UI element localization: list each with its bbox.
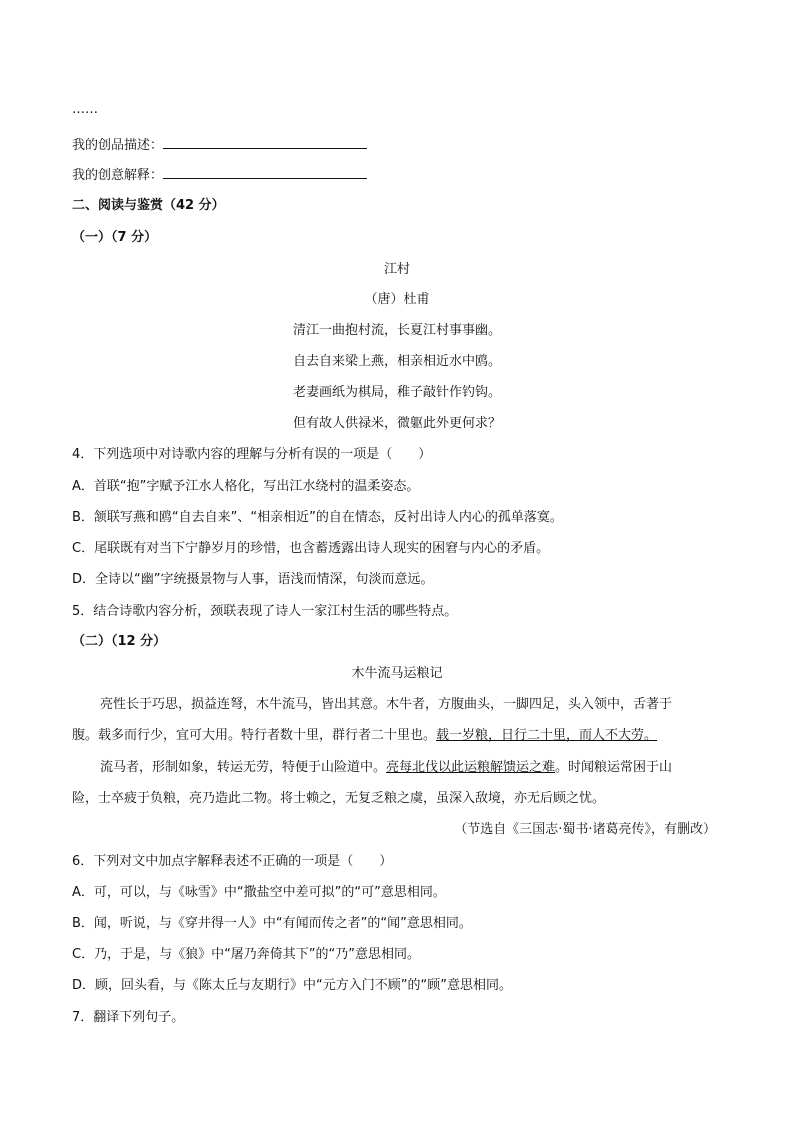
question-6-option-b: B．闻，听说，与《穿井得一人》中“有闻而传之者”的“闻”意思相同。: [72, 916, 472, 931]
part2-heading: （二）（12 分）: [72, 634, 167, 649]
prose-title: 木牛流马运粮记: [351, 666, 443, 681]
prose-underlined-sentence: 载一岁粮，日行二十里，而人不大劳。: [436, 728, 658, 743]
prose-plain-text: 腹。载多而行少，宜可大用。特行者数十里，群行者二十里也。: [72, 728, 437, 743]
question-6-stem: 6．下列对文中加点字解释表述不正确的一项是（ ）: [72, 854, 393, 869]
question-4-option-c: C．尾联既有对当下宁静岁月的珍惜，也含蓄透露出诗人现实的困窘与内心的矛盾。: [72, 541, 550, 556]
question-4-option-b: B．颔联写燕和鸥“自去自来”、“相亲相近”的自在情态，反衬出诗人内心的孤单落寞。: [72, 510, 563, 525]
poem-line: 清江一曲抱村流，长夏江村事事幽。: [292, 323, 501, 338]
creation-explanation-blank: [163, 164, 367, 179]
prose-plain-text: 流马者，形制如象，转运无劳，特便于山险道中。: [100, 760, 387, 775]
prose-plain-text: 。时闻粮运常困于山: [555, 760, 673, 775]
prose-paragraph-1-line-2: [72, 726, 657, 746]
prose-source: （节选自《三国志·蜀书·诸葛亮传》，有删改）: [454, 822, 716, 837]
prose-underlined-sentence: 亮每北伐以此运粮解馈运之难: [386, 760, 556, 775]
poem-author: （唐）杜甫: [364, 292, 430, 307]
question-4-option-a: A．首联“抱”字赋予江水人格化，写出江水绕村的温柔姿态。: [72, 479, 420, 494]
question-6-option-d: D．顾，回头看，与《陈太丘与友期行》中“元方入门不顾”的“顾”意思相同。: [72, 978, 512, 993]
question-5: 5．结合诗歌内容分析，颈联表现了诗人一家江村生活的哪些特点。: [72, 604, 458, 619]
question-6-option-a: A．可，可以，与《咏雪》中“撒盐空中差可拟”的“可”意思相同。: [72, 885, 446, 900]
ellipsis-text: ……: [72, 102, 98, 117]
poem-line: 老妻画纸为棋局，稚子敲针作钓钩。: [292, 385, 501, 400]
creation-description-blank: [163, 134, 367, 149]
prose-paragraph-1-line-1: 亮性长于巧思，损益连弩，木牛流马，皆出其意。木牛者，方腹曲头，一脚四足，头入领中，舌著于: [100, 697, 673, 712]
question-6-option-c: C．乃，于是，与《狼》中“屠乃奔倚其下”的“乃”意思相同。: [72, 947, 421, 962]
part1-heading: （一）（7 分）: [72, 230, 158, 245]
creation-explanation-line: [72, 164, 367, 186]
prose-paragraph-2-line-1: [100, 758, 672, 778]
question-4-stem: 4．下列选项中对诗歌内容的理解与分析有误的一项是（ ）: [72, 447, 432, 462]
poem-title: 江村: [383, 262, 410, 277]
creation-explanation-label: 我的创意解释：: [72, 168, 164, 183]
question-7: 7．翻译下列句子。: [72, 1010, 185, 1025]
prose-paragraph-2-line-2: 险，士卒疲于负粮，亮乃造此二物。将士赖之，无复乏粮之虞，虽深入敌境，亦无后顾之忧。: [72, 791, 606, 806]
creation-description-label: 我的创品描述：: [72, 138, 164, 153]
poem-line: 自去自来梁上燕，相亲相近水中鸥。: [292, 354, 501, 369]
question-4-option-d: D．全诗以“幽”字统摄景物与人事，语浅而情深，句淡而意远。: [72, 572, 434, 587]
creation-description-line: [72, 134, 367, 156]
poem-line: 但有故人供禄米，微躯此外更何求？: [292, 416, 501, 431]
section-heading: 二、阅读与鉴赏（42 分）: [72, 198, 225, 213]
